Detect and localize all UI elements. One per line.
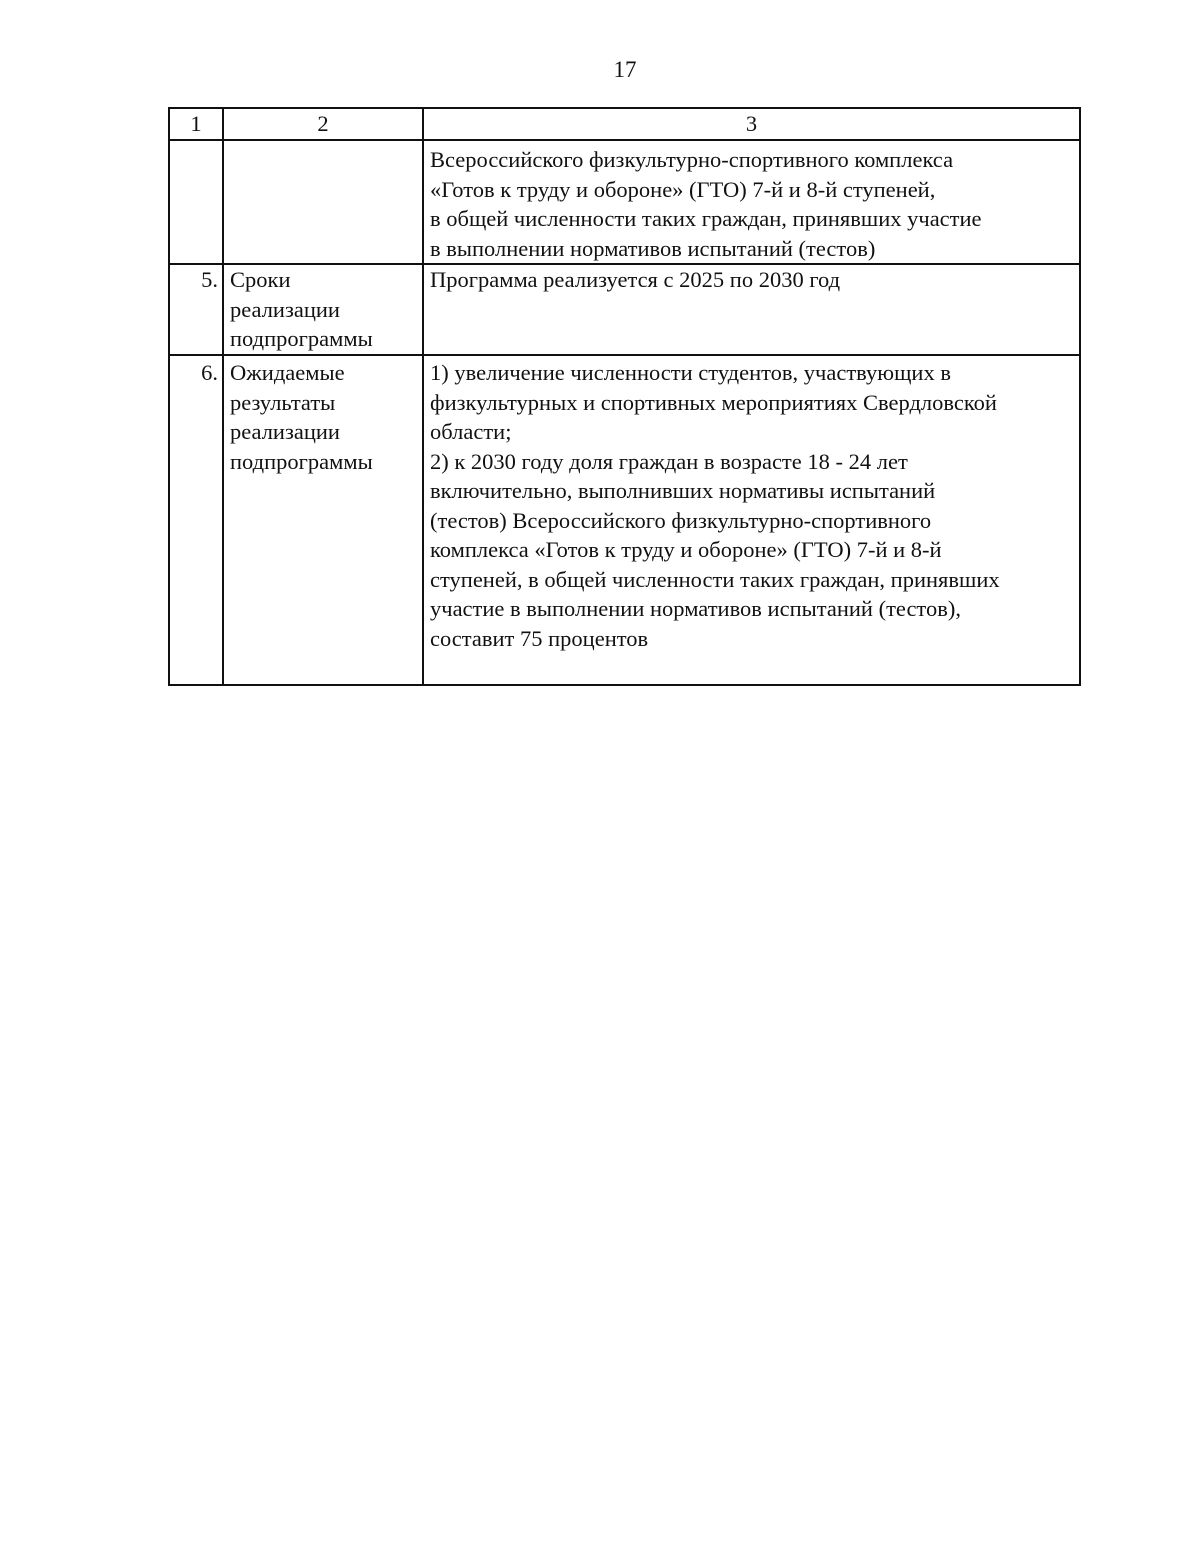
content-line: (тестов) Всероссийского физкультурно-спортивного (430, 507, 932, 533)
label-line: результаты (230, 389, 336, 415)
content-line: Всероссийского физкультурно-спортивного комплекса (430, 147, 954, 172)
content-line: физкультурных и спортивных мероприятиях Свердловской (430, 389, 997, 415)
header-col-1: 1 (169, 108, 223, 140)
program-table (168, 107, 1081, 686)
table-row-6 (169, 355, 1080, 685)
header-col-3: 3 (423, 108, 1080, 140)
content-line: комплекса «Готов к труду и обороне» (ГТО) 7-й и 8-й (430, 537, 942, 562)
content-line: в выполнении нормативов испытаний (тестов) (430, 235, 876, 261)
content-line: включительно, выполнивших нормативы испытаний (430, 478, 936, 503)
content-line: «Готов к труду и обороне» (ГТО) 7-й и 8-й ступеней, (430, 176, 936, 202)
table-row-continuation (169, 140, 1080, 264)
header-col-2: 2 (223, 108, 423, 140)
table-header-row (169, 108, 1080, 140)
label-line: Сроки (230, 267, 291, 292)
row-label (223, 355, 423, 685)
label-line: Ожидаемые (230, 360, 345, 385)
page-number: 17 (613, 57, 637, 82)
row-content (423, 140, 1080, 264)
row-content (423, 355, 1080, 685)
label-line: подпрограммы (230, 448, 373, 474)
row-label (223, 140, 423, 264)
content-line: области; (430, 419, 512, 444)
row-content (423, 264, 1080, 355)
content-line: 1) увеличение численности студентов, участвующих в (430, 360, 951, 385)
label-line: реализации (230, 419, 340, 444)
row-number: 6. (169, 355, 223, 685)
label-line: подпрограммы (230, 326, 373, 351)
table-row-5 (169, 264, 1080, 355)
label-line: реализации (230, 296, 340, 322)
row-number: 5. (169, 264, 223, 355)
row-label (223, 264, 423, 355)
content-line: Программа реализуется с 2025 по 2030 год (430, 267, 841, 292)
row-number (169, 140, 223, 264)
content-line: составит 75 процентов (430, 625, 649, 651)
content-line: 2) к 2030 году доля граждан в возрасте 18 - 24 лет (430, 448, 908, 474)
content-line: участие в выполнении нормативов испытаний (тестов), (430, 596, 961, 621)
content-line: в общей численности таких граждан, принявших участие (430, 206, 982, 231)
content-line: ступеней, в общей численности таких граждан, принявших (430, 566, 1000, 592)
